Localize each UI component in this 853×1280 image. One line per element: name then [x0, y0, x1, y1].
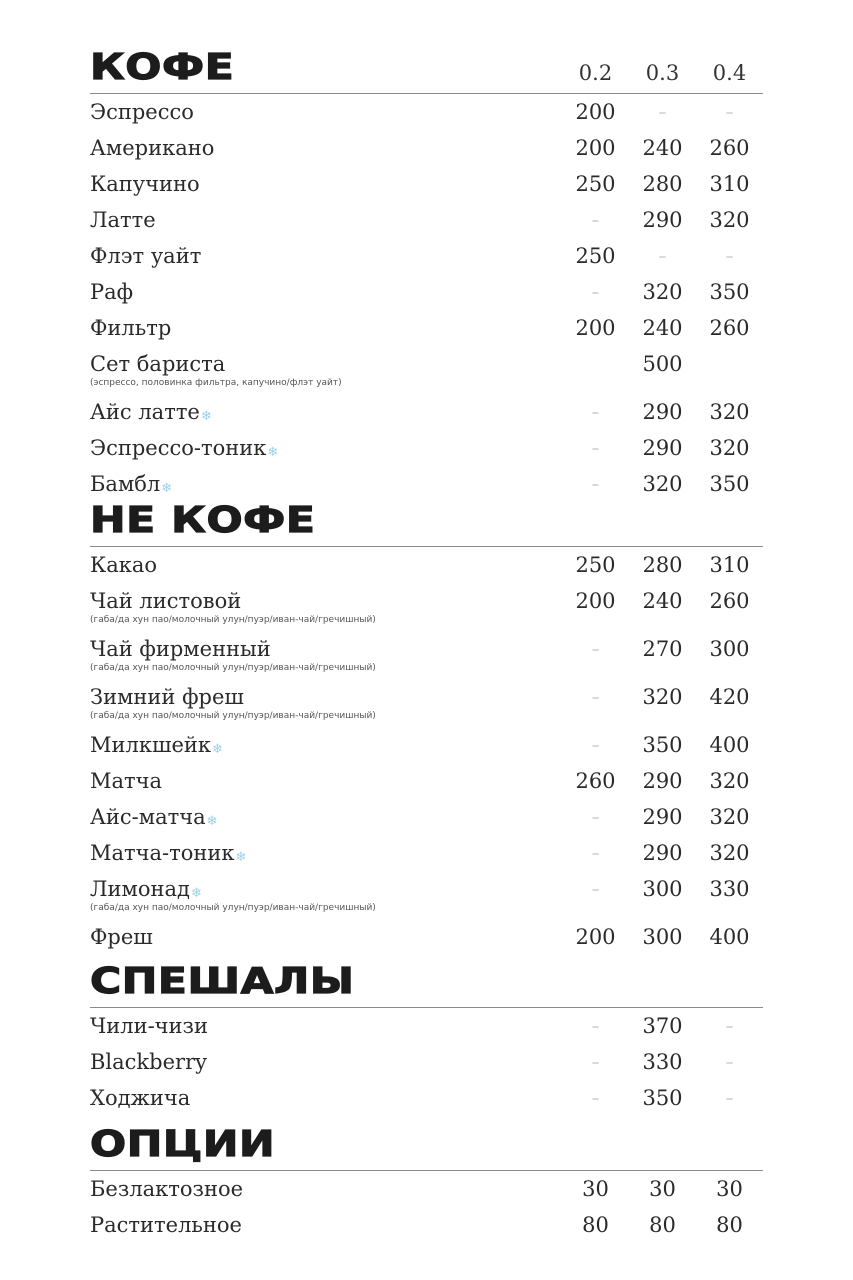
snowflake-icon: ❄	[206, 814, 218, 829]
menu-item	[90, 171, 562, 198]
price-value: 310	[709, 553, 750, 577]
menu-item-name: Чай листовой	[90, 589, 242, 613]
price-unavailable: –	[591, 403, 600, 421]
menu-item-note: (эспрессо, половинка фильтра, капучино/флэт уайт)	[90, 378, 342, 388]
menu-item-note: (габа/да хун пао/молочный улун/пуэр/иван-чай/гречишный)	[90, 903, 376, 913]
price-group	[562, 636, 763, 663]
menu-item-row	[90, 840, 763, 876]
menu-item-row	[90, 1085, 763, 1121]
section-not-coffee	[90, 500, 763, 960]
price-value: 260	[709, 316, 750, 340]
menu-item	[90, 435, 562, 462]
price-value: 200	[575, 589, 616, 613]
menu-item	[90, 840, 562, 867]
price-group	[562, 435, 763, 462]
menu-item	[90, 768, 562, 795]
menu-item-row	[90, 804, 763, 840]
price-group	[562, 1212, 763, 1239]
price-value: 350	[642, 733, 683, 757]
price-unavailable: –	[725, 1053, 734, 1071]
price-unavailable: –	[591, 880, 600, 898]
price-group	[562, 768, 763, 795]
price-group	[562, 588, 763, 615]
section-title: КОФЕ	[90, 47, 235, 88]
menu-item-name: Раф	[90, 280, 134, 304]
menu-item-name: Безлактозное	[90, 1177, 244, 1201]
price-value: 320	[709, 208, 750, 232]
price-unavailable: –	[725, 1017, 734, 1035]
menu-item-name: Матча	[90, 769, 163, 793]
menu-item	[90, 732, 562, 759]
snowflake-icon: ❄	[200, 409, 212, 424]
price-value: 30	[716, 1177, 743, 1201]
price-group	[562, 135, 763, 162]
price-value: 260	[709, 136, 750, 160]
menu-item-name: Латте	[90, 208, 156, 232]
size-label: 0.3	[645, 61, 680, 85]
price-value: 80	[649, 1213, 676, 1237]
menu-item	[90, 684, 562, 721]
price-value: 260	[709, 589, 750, 613]
menu-item	[90, 399, 562, 426]
price-value: 420	[709, 685, 750, 709]
price-value: 320	[709, 769, 750, 793]
menu-item-row	[90, 399, 763, 435]
price-value: 240	[642, 316, 683, 340]
price-unavailable: –	[591, 211, 600, 229]
menu-item	[90, 804, 562, 831]
price-unavailable: –	[591, 808, 600, 826]
price-value: 250	[575, 172, 616, 196]
price-group	[562, 924, 763, 951]
price-value: 350	[709, 280, 750, 304]
price-value: 320	[642, 280, 683, 304]
menu-item-row	[90, 768, 763, 804]
price-value	[562, 351, 629, 378]
price-value: 250	[575, 553, 616, 577]
menu-item-row	[90, 207, 763, 243]
price-group	[562, 1176, 763, 1203]
menu-item-name: Бамбл	[90, 472, 161, 496]
price-value: 290	[642, 400, 683, 424]
price-group	[562, 243, 763, 270]
price-value: 200	[575, 316, 616, 340]
price-value: 200	[575, 100, 616, 124]
price-value: 290	[642, 769, 683, 793]
price-group	[562, 804, 763, 831]
price-value: 400	[709, 733, 750, 757]
menu-item-name: Растительное	[90, 1213, 242, 1237]
menu-item-row	[90, 636, 763, 684]
menu-item	[90, 351, 562, 388]
menu-item-name: Blackberry	[90, 1050, 207, 1074]
menu-item-name: Зимний фреш	[90, 685, 244, 709]
menu-item-row	[90, 732, 763, 768]
menu-item-name: Айс латте	[90, 400, 200, 424]
price-value: 400	[709, 925, 750, 949]
price-value: 310	[709, 172, 750, 196]
price-group	[562, 876, 763, 903]
price-group	[562, 1013, 763, 1040]
price-value: 500	[642, 352, 683, 376]
menu-item-row	[90, 99, 763, 135]
menu-item	[90, 588, 562, 625]
price-group	[562, 552, 763, 579]
menu-item	[90, 207, 562, 234]
price-unavailable: –	[658, 103, 667, 121]
price-unavailable: –	[591, 1053, 600, 1071]
price-unavailable: –	[591, 1017, 600, 1035]
price-value: 320	[642, 472, 683, 496]
section-title: НЕ КОФЕ	[90, 500, 316, 541]
size-header	[562, 61, 763, 85]
section-specials	[90, 961, 763, 1121]
price-group	[562, 315, 763, 342]
menu-item-row	[90, 876, 763, 924]
price-group	[562, 399, 763, 426]
menu-item-name: Милкшейк	[90, 733, 212, 757]
price-value: 300	[642, 877, 683, 901]
price-group	[562, 1049, 763, 1076]
price-group	[562, 684, 763, 711]
menu-item-name: Фильтр	[90, 316, 172, 340]
section-options	[90, 1124, 763, 1248]
snowflake-icon: ❄	[161, 481, 173, 496]
menu-item-row	[90, 588, 763, 636]
menu-item-row	[90, 243, 763, 279]
size-label: 0.2	[578, 61, 613, 85]
price-group	[562, 279, 763, 306]
menu-item-row	[90, 552, 763, 588]
price-value: 30	[649, 1177, 676, 1201]
price-group	[562, 1085, 763, 1112]
price-unavailable: –	[591, 1089, 600, 1107]
menu-item	[90, 471, 562, 498]
menu-item-name: Эспрессо-тоник	[90, 436, 267, 460]
price-unavailable: –	[725, 103, 734, 121]
price-group	[562, 171, 763, 198]
menu-item-row	[90, 315, 763, 351]
size-label: 0.4	[712, 61, 747, 85]
price-value: 330	[709, 877, 750, 901]
menu-item	[90, 924, 562, 951]
price-value: 320	[709, 841, 750, 865]
price-value: 370	[642, 1014, 683, 1038]
price-value: 80	[716, 1213, 743, 1237]
menu-item-row	[90, 435, 763, 471]
price-value: 290	[642, 841, 683, 865]
menu-item-name: Матча-тоник	[90, 841, 235, 865]
menu-item-row	[90, 924, 763, 960]
menu-item-name: Чай фирменный	[90, 637, 271, 661]
menu-item-name: Эспрессо	[90, 100, 194, 124]
price-value: 250	[575, 244, 616, 268]
menu-item	[90, 135, 562, 162]
price-unavailable: –	[591, 475, 600, 493]
menu-item-note: (габа/да хун пао/молочный улун/пуэр/иван-чай/гречишный)	[90, 711, 376, 721]
price-value	[696, 351, 763, 378]
menu-item-row	[90, 351, 763, 399]
price-value: 200	[575, 925, 616, 949]
menu-item	[90, 1212, 562, 1239]
price-unavailable: –	[591, 844, 600, 862]
price-unavailable: –	[658, 247, 667, 265]
price-value: 320	[709, 436, 750, 460]
price-value: 260	[575, 769, 616, 793]
menu-item-name: Чили-чизи	[90, 1014, 208, 1038]
menu-item	[90, 876, 562, 913]
price-value: 30	[582, 1177, 609, 1201]
price-unavailable: –	[591, 736, 600, 754]
snowflake-icon: ❄	[235, 850, 247, 865]
price-unavailable: –	[591, 439, 600, 457]
price-group	[562, 207, 763, 234]
item-list	[90, 1171, 763, 1248]
section-title: СПЕШАЛЫ	[90, 961, 355, 1002]
price-value: 240	[642, 589, 683, 613]
price-value: 290	[642, 805, 683, 829]
menu-item-note: (габа/да хун пао/молочный улун/пуэр/иван-чай/гречишный)	[90, 615, 376, 625]
section-header	[90, 1124, 763, 1171]
price-group	[562, 732, 763, 759]
item-list	[90, 94, 763, 507]
section-coffee	[90, 47, 763, 507]
menu-item-row	[90, 1049, 763, 1085]
menu-item-name: Ходжича	[90, 1086, 191, 1110]
menu-item	[90, 552, 562, 579]
menu-item	[90, 1176, 562, 1203]
price-value: 330	[642, 1050, 683, 1074]
menu-item-row	[90, 171, 763, 207]
menu-item-name: Айс-матча	[90, 805, 206, 829]
item-list	[90, 547, 763, 960]
menu-item-row	[90, 279, 763, 315]
price-value: 280	[642, 172, 683, 196]
menu-item-row	[90, 1212, 763, 1248]
price-value: 290	[642, 208, 683, 232]
price-unavailable: –	[591, 283, 600, 301]
price-value: 320	[642, 685, 683, 709]
price-group	[562, 99, 763, 126]
price-value: 80	[582, 1213, 609, 1237]
menu-item-row	[90, 135, 763, 171]
price-value: 300	[709, 637, 750, 661]
menu-item	[90, 315, 562, 342]
price-unavailable: –	[591, 688, 600, 706]
section-title: ОПЦИИ	[90, 1124, 276, 1165]
price-value: 240	[642, 136, 683, 160]
item-list	[90, 1008, 763, 1121]
menu-item	[90, 1049, 562, 1076]
menu-item-name: Американо	[90, 136, 215, 160]
price-value: 350	[709, 472, 750, 496]
price-value: 200	[575, 136, 616, 160]
menu-item-name: Капучино	[90, 172, 200, 196]
snowflake-icon: ❄	[190, 886, 202, 901]
price-unavailable: –	[725, 1089, 734, 1107]
menu-item-note: (габа/да хун пао/молочный улун/пуэр/иван-чай/гречишный)	[90, 663, 376, 673]
price-value: 280	[642, 553, 683, 577]
price-group	[562, 471, 763, 498]
section-header	[90, 500, 763, 547]
menu-item-row	[90, 684, 763, 732]
price-unavailable: –	[725, 247, 734, 265]
menu-item-name: Лимонад	[90, 877, 190, 901]
price-value: 320	[709, 400, 750, 424]
menu-item	[90, 279, 562, 306]
menu-item-name: Флэт уайт	[90, 244, 202, 268]
price-group	[562, 840, 763, 867]
menu-item	[90, 243, 562, 270]
menu-item	[90, 636, 562, 673]
menu-item-name: Сет бариста	[90, 352, 226, 376]
menu-item-row	[90, 1013, 763, 1049]
price-value: 270	[642, 637, 683, 661]
section-header	[90, 47, 763, 94]
menu-item	[90, 1085, 562, 1112]
price-unavailable: –	[591, 640, 600, 658]
section-header	[90, 961, 763, 1008]
menu-item-name: Фреш	[90, 925, 153, 949]
snowflake-icon: ❄	[212, 742, 223, 757]
menu-item-name: Какао	[90, 553, 158, 577]
price-value: 350	[642, 1086, 683, 1110]
snowflake-icon: ❄	[267, 445, 279, 460]
menu-item	[90, 1013, 562, 1040]
price-value: 300	[642, 925, 683, 949]
menu-item-row	[90, 1176, 763, 1212]
price-group	[562, 351, 763, 378]
price-value: 320	[709, 805, 750, 829]
price-value: 290	[642, 436, 683, 460]
menu-item	[90, 99, 562, 126]
